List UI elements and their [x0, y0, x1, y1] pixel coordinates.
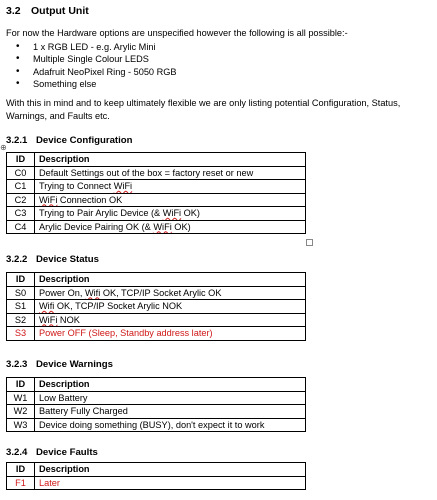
table-header-row: [7, 463, 306, 477]
table-header-row: [7, 153, 306, 167]
row-id: C3: [7, 207, 35, 221]
row-description: [35, 166, 306, 180]
subsection-number: 3.2.4: [6, 447, 28, 458]
description-column-header: Description: [35, 378, 306, 392]
section-number: 3.2: [6, 5, 21, 17]
list-item: • Something else: [16, 78, 177, 90]
row-description: [35, 313, 306, 327]
table-header-row: [7, 378, 306, 392]
list-item: • Adafruit NeoPixel Ring - 5050 RGB: [16, 66, 177, 78]
table-row: [7, 286, 306, 300]
row-description: [35, 300, 306, 314]
list-item: • 1 x RGB LED - e.g. Arylic Mini: [16, 41, 177, 53]
flexibility-paragraph: With this in mind and to keep ultimately flexible we are only listing potential Configuration, Status, Warnings, and Faults etc.: [6, 98, 401, 121]
row-id: C4: [7, 220, 35, 234]
row-description: [35, 220, 306, 234]
description-text: Power On,: [39, 287, 85, 298]
table-row: [7, 300, 306, 314]
row-id: W1: [7, 391, 35, 405]
table-move-handle-icon[interactable]: ⊕: [0, 143, 7, 152]
section-heading: [6, 5, 89, 17]
row-description: [35, 327, 306, 341]
description-column-header: Description: [35, 273, 306, 287]
description-text: NOK: [57, 314, 80, 325]
description-text: Battery Fully Charged: [39, 406, 128, 416]
description-text: Wifi: [39, 301, 55, 311]
table-row: [7, 220, 306, 234]
row-id: S1: [7, 300, 35, 314]
table-row: [7, 193, 306, 207]
status-table: [6, 272, 306, 341]
description-text: Default Settings out of the box = factory reset or new: [39, 167, 254, 178]
subsection-heading: [6, 447, 98, 458]
description-text: WiFi: [113, 181, 133, 191]
table-resize-handle-icon[interactable]: [306, 239, 313, 246]
description-text: WiFi: [39, 314, 58, 325]
row-description: [35, 207, 306, 221]
description-text: Later: [39, 477, 60, 488]
intro-paragraph: For now the Hardware options are unspecified however the following is all possible:-: [6, 28, 348, 38]
description-text: OK): [171, 221, 191, 232]
row-description: [35, 405, 306, 419]
table-row: [7, 391, 306, 405]
subsection-number: 3.2.2: [6, 254, 28, 265]
description-column-header: Description: [35, 153, 306, 167]
description-text: OK, TCP/IP Socket Arylic NOK: [54, 301, 183, 311]
subsection-title: Device Warnings: [36, 359, 113, 370]
description-text: Device doing something (BUSY), don't expect it to work: [39, 419, 265, 430]
table-row: [7, 418, 306, 432]
description-text: Arylic Device Pairing OK (&: [39, 221, 154, 232]
subsection-heading: [6, 359, 113, 370]
list-item: • Multiple Single Colour LEDS: [16, 53, 177, 65]
faults-table: [6, 462, 306, 490]
table-header-row: [7, 273, 306, 287]
table-row: [7, 405, 306, 419]
row-id: S2: [7, 313, 35, 327]
row-id: C2: [7, 193, 35, 207]
row-id: F1: [7, 476, 35, 490]
subsection-number: 3.2.1: [6, 135, 28, 146]
subsection-heading: [6, 254, 99, 265]
id-column-header: ID: [7, 463, 35, 477]
subsection-number: 3.2.3: [6, 359, 28, 370]
table-row: [7, 476, 306, 490]
subsection-title: Device Faults: [36, 447, 98, 458]
id-column-header: ID: [7, 153, 35, 167]
configuration-table: [6, 152, 306, 234]
subsection-title: Device Configuration: [36, 135, 133, 146]
id-column-header: ID: [7, 378, 35, 392]
row-description: [35, 391, 306, 405]
table-row: [7, 180, 306, 194]
description-text: Wifi: [84, 287, 101, 298]
description-text: OK, TCP/IP Socket Arylic OK: [100, 287, 222, 298]
row-description: [35, 476, 306, 490]
row-id: C0: [7, 166, 35, 180]
description-text: Power OFF (Sleep, Standby address later): [39, 328, 213, 338]
warnings-table: [6, 377, 306, 432]
row-id: W3: [7, 418, 35, 432]
row-id: S3: [7, 327, 35, 341]
table-row: [7, 166, 306, 180]
subsection-heading: [6, 135, 132, 146]
id-column-header: ID: [7, 273, 35, 287]
description-text: WiFi: [153, 221, 172, 232]
table-row: [7, 207, 306, 221]
subsection-title: Device Status: [36, 254, 99, 265]
row-description: [35, 418, 306, 432]
section-title: Output Unit: [31, 5, 89, 17]
description-text: Connection OK: [57, 194, 123, 205]
table-row: [7, 313, 306, 327]
row-id: W2: [7, 405, 35, 419]
hardware-options-list: [16, 41, 177, 90]
description-text: Trying to Pair Arylic Device (&: [39, 208, 163, 218]
row-description: [35, 180, 306, 194]
description-text: WiFi: [162, 208, 182, 218]
row-description: [35, 286, 306, 300]
row-id: S0: [7, 286, 35, 300]
description-text: Low Battery: [39, 392, 88, 403]
row-description: [35, 193, 306, 207]
table-row: [7, 327, 306, 341]
description-text: OK): [181, 208, 200, 218]
description-text: Trying to Connect: [39, 181, 114, 191]
description-text: WiFi: [39, 194, 58, 205]
row-id: C1: [7, 180, 35, 194]
description-column-header: Description: [35, 463, 306, 477]
